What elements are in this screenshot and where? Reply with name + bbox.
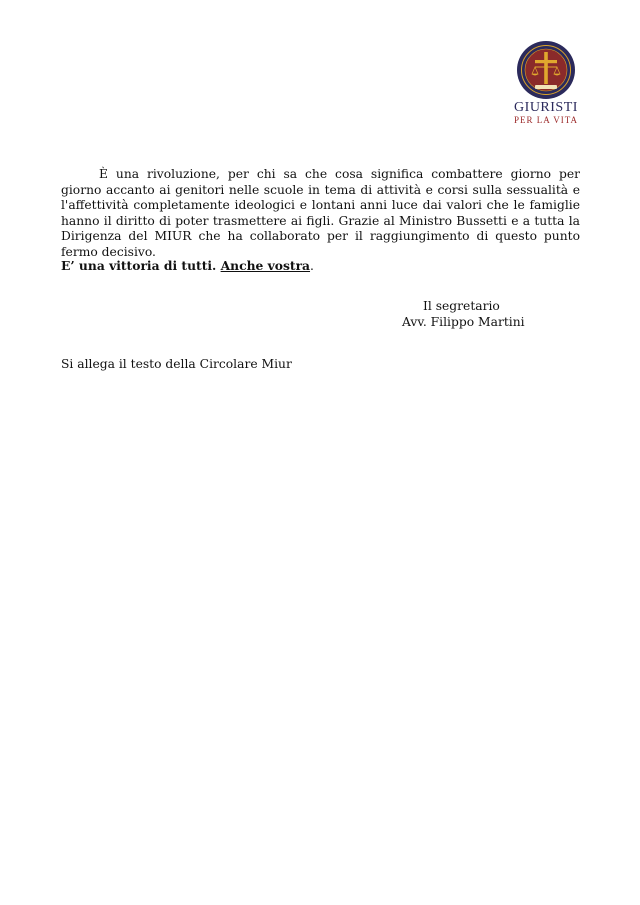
signature-block — [402, 299, 552, 330]
giuristi-per-la-vita-logo — [512, 40, 580, 124]
victory-text: E’ una vittoria di tutti. — [61, 258, 221, 273]
logo-title: GIURISTI — [514, 100, 578, 115]
victory-line — [61, 258, 314, 275]
body-paragraph-text: È una rivoluzione, per chi sa che cosa significa combattere giorno per giorno accanto ai genitori nelle scuole in tema di attività e corsi sulla sessualità e l'affettività completamente ideologici e lontani anni luce dai valori che le famiglie hanno il diritto di poter trasmettere ai figli. Grazie al Ministro Bussetti e a tutta la Dirigenza del MIUR che ha collaborato per il raggiungimento di questo punto fermo decisivo. — [61, 167, 580, 259]
logo-subtitle: PER LA VITA — [513, 115, 579, 125]
attachment-note: Si allega il testo della Circolare Miur — [61, 357, 292, 371]
signature-name: Avv. Filippo Martini — [402, 314, 525, 329]
victory-end: . — [310, 259, 314, 273]
body-paragraph — [61, 167, 580, 260]
victory-underlined: Anche vostra — [220, 258, 311, 273]
cross-and-scales-seal-icon — [516, 40, 576, 100]
signature-role: Il segretario — [423, 299, 500, 313]
